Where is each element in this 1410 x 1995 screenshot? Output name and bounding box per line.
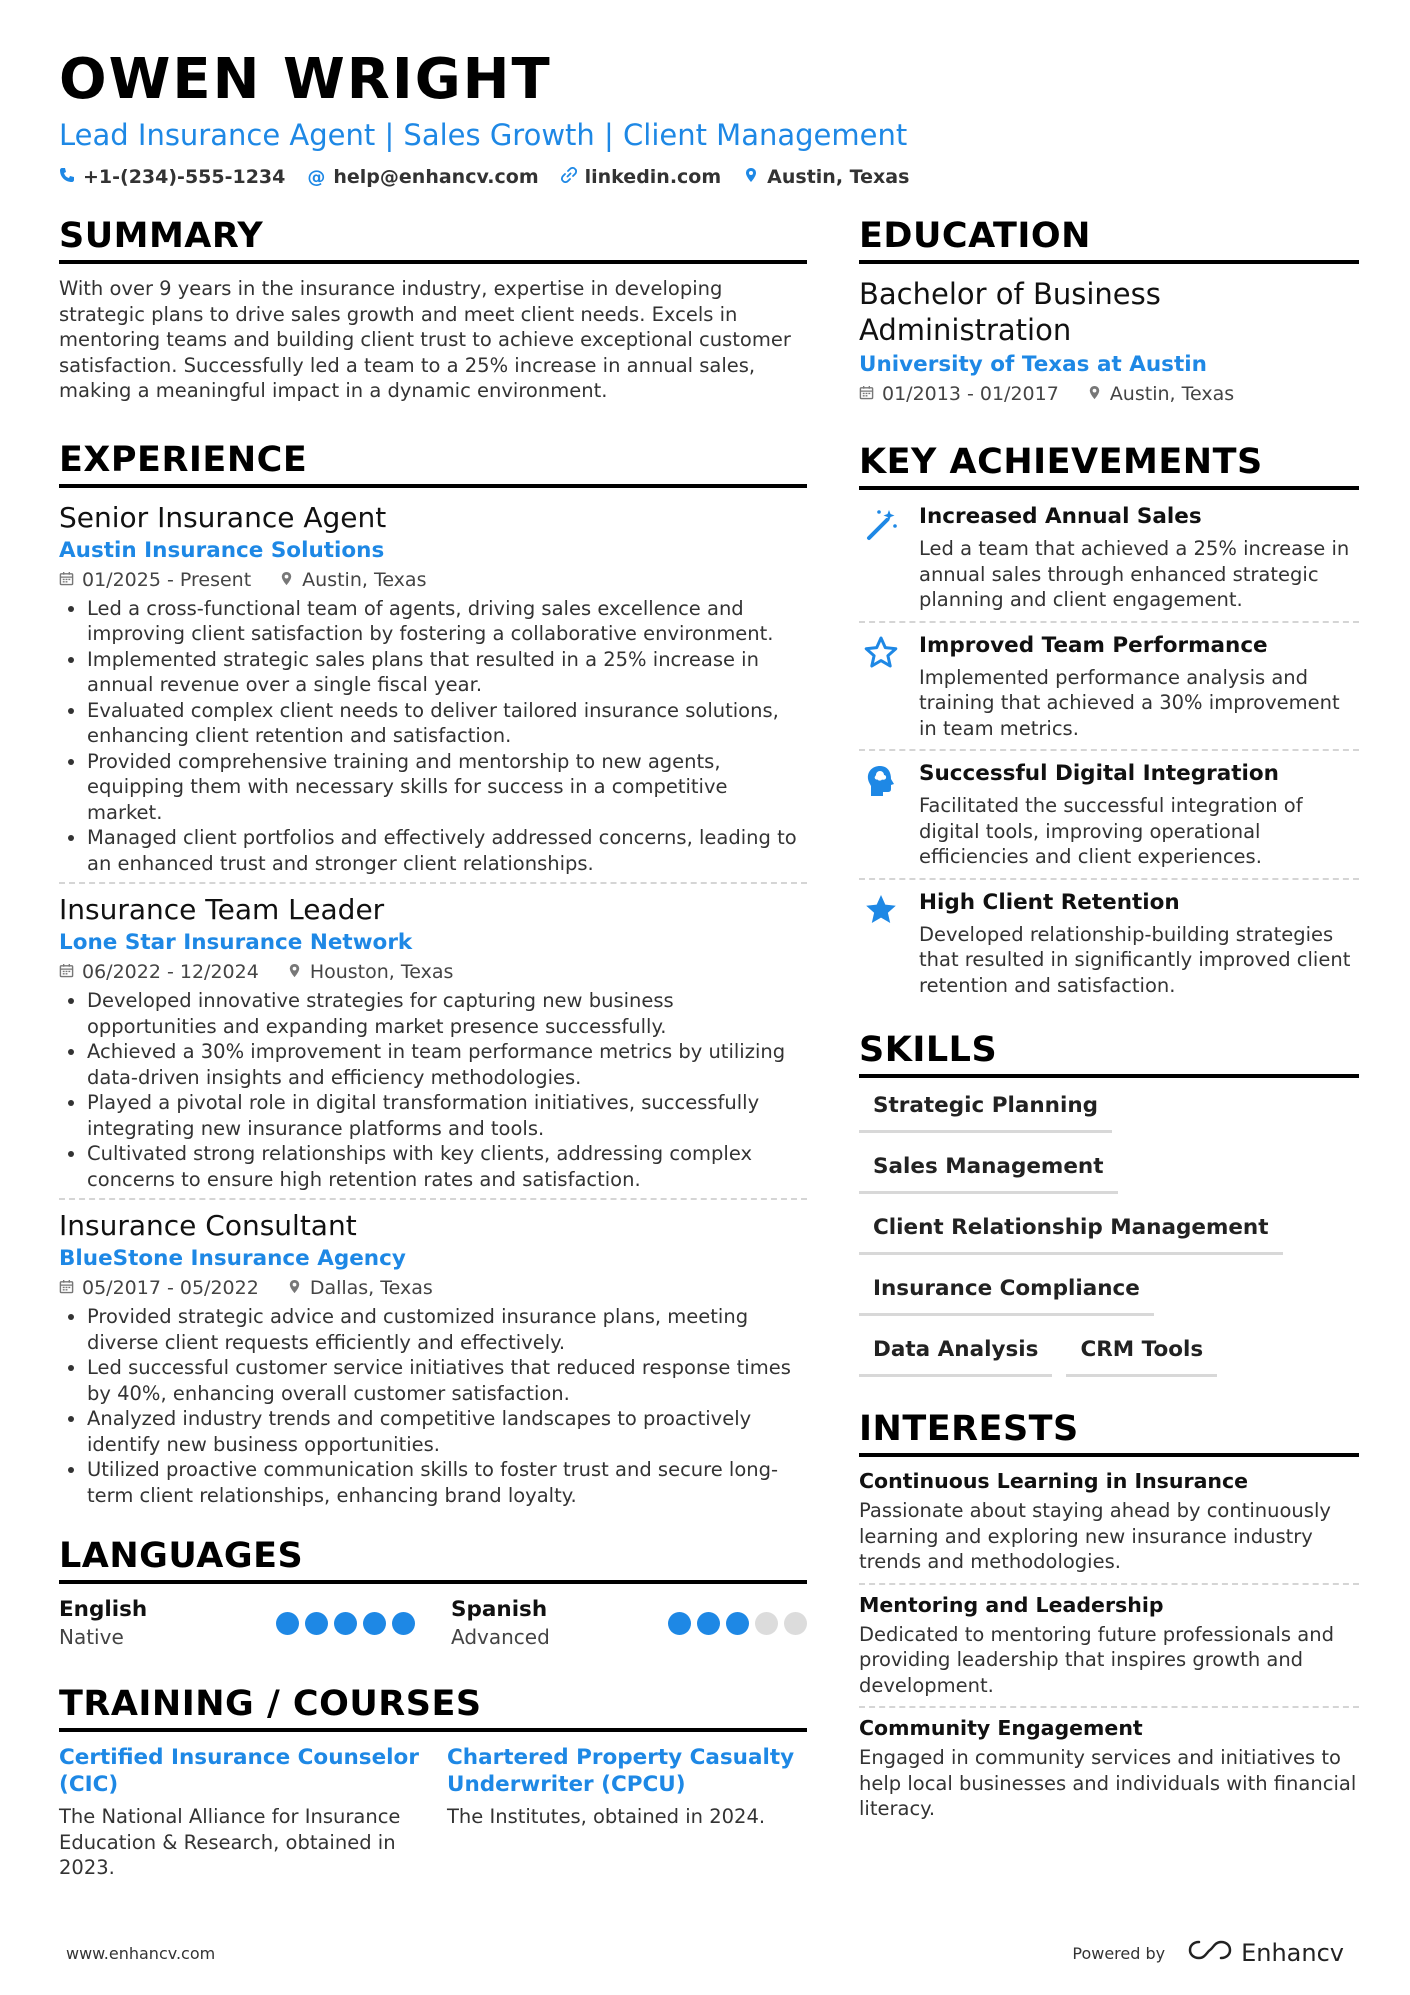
job-title: Senior Insurance Agent bbox=[59, 500, 387, 534]
language-item bbox=[59, 1596, 415, 1650]
education-degree: Bachelor of Business Administration bbox=[859, 277, 1161, 347]
contact-linkedin[interactable] bbox=[561, 166, 722, 188]
job-dates-text: 06/2022 - 12/2024 bbox=[82, 961, 259, 983]
language-rating bbox=[668, 1612, 807, 1635]
job-bullet: • Provided comprehensive training and mentorship to new agents, equipping them with necessary skills for success in a competitive market. bbox=[87, 749, 807, 826]
rating-dot-filled bbox=[726, 1612, 749, 1635]
interest-title: Continuous Learning in Insurance bbox=[859, 1469, 1249, 1493]
location-text: Austin, Texas bbox=[767, 166, 910, 188]
job-location-text: Houston, Texas bbox=[309, 961, 454, 983]
education-section bbox=[859, 214, 1359, 408]
skill-tag: Client Relationship Management bbox=[859, 1208, 1283, 1255]
skills-list bbox=[859, 1086, 1359, 1377]
phone-text: +1-(234)-555-1234 bbox=[83, 166, 286, 188]
course-item bbox=[59, 1744, 419, 1881]
skill-tag: Strategic Planning bbox=[859, 1086, 1112, 1133]
job-bullet: • Led successful customer service initiatives that reduced response times by 40%, enhancing overall customer satisfaction. bbox=[87, 1355, 807, 1406]
interest-desc: Passionate about staying ahead by continuously learning and exploring new insurance industry trends and methodologies. bbox=[859, 1499, 1331, 1573]
experience-heading: EXPERIENCE bbox=[59, 438, 807, 488]
job-bullet: • Evaluated complex client needs to deliver tailored insurance solutions, enhancing client retention and satisfaction. bbox=[87, 698, 807, 749]
skill-tag: Data Analysis bbox=[859, 1330, 1052, 1377]
interest-item bbox=[859, 1585, 1359, 1709]
skill-tag: Sales Management bbox=[859, 1147, 1118, 1194]
skills-section bbox=[859, 1028, 1359, 1377]
achievement-item bbox=[859, 623, 1359, 752]
summary-section bbox=[59, 214, 807, 404]
training-section bbox=[59, 1682, 807, 1881]
location-pin-icon bbox=[287, 958, 302, 986]
education-meta bbox=[859, 380, 1359, 408]
left-column bbox=[59, 214, 807, 1881]
course-item bbox=[447, 1744, 807, 1881]
education-dates-text: 01/2013 - 01/2017 bbox=[882, 383, 1059, 405]
location-pin-icon bbox=[1087, 380, 1102, 408]
interest-title: Mentoring and Leadership bbox=[859, 1592, 1164, 1617]
course-title: Certified Insurance Counselor (CIC) bbox=[59, 1745, 419, 1797]
achievement-title: Improved Team Performance bbox=[919, 632, 1268, 658]
location-pin-icon bbox=[287, 1274, 302, 1302]
achievement-title: Successful Digital Integration bbox=[919, 761, 1279, 786]
job-bullet: • Achieved a 30% improvement in team performance metrics by utilizing data-driven insights and efficiency methodologies. bbox=[87, 1039, 807, 1090]
job-dates-text: 05/2017 - 05/2022 bbox=[82, 1277, 259, 1299]
job-title: Insurance Team Leader bbox=[59, 893, 385, 926]
job-bullet: • Analyzed industry trends and competitive landscapes to proactively identify new business opportunities. bbox=[87, 1406, 807, 1457]
job-dates bbox=[59, 958, 259, 986]
location-pin-icon bbox=[743, 166, 759, 188]
education-location-text: Austin, Texas bbox=[1109, 383, 1235, 405]
language-name: Spanish bbox=[451, 1597, 548, 1622]
rating-dot-empty bbox=[755, 1612, 778, 1635]
education-location bbox=[1087, 380, 1234, 408]
course-title: Chartered Property Casualty Underwriter (CPCU) bbox=[447, 1745, 795, 1797]
job-bullet: • Led a cross-functional team of agents, driving sales excellence and improving client satisfaction by fostering a collaborative environment. bbox=[87, 596, 807, 647]
calendar-icon bbox=[859, 380, 874, 408]
language-level: Native bbox=[59, 1625, 124, 1649]
email-text: help@enhancv.com bbox=[333, 166, 539, 188]
job-company: BlueStone Insurance Agency bbox=[59, 1246, 406, 1271]
achievement-title: High Client Retention bbox=[919, 889, 1180, 915]
rating-dot-filled bbox=[363, 1612, 386, 1635]
rating-dot-filled bbox=[668, 1612, 691, 1635]
training-heading: TRAINING / COURSES bbox=[59, 1682, 807, 1732]
course-desc: The National Alliance for Insurance Education & Research, obtained in 2023. bbox=[59, 1805, 401, 1879]
interest-title: Community Engagement bbox=[859, 1716, 1143, 1740]
magic-wand-icon bbox=[859, 502, 903, 613]
head-brain-icon bbox=[859, 759, 903, 870]
job-entry bbox=[59, 500, 807, 885]
job-dates bbox=[59, 566, 251, 594]
job-location bbox=[279, 566, 426, 594]
achievements-heading: KEY ACHIEVEMENTS bbox=[859, 440, 1359, 490]
achievement-desc: Led a team that achieved a 25% increase in annual sales through enhanced strategic planning and client engagement. bbox=[919, 537, 1350, 611]
language-name: English bbox=[59, 1597, 148, 1622]
calendar-icon bbox=[59, 1274, 74, 1302]
star-outline-icon bbox=[859, 631, 903, 742]
linkedin-text: linkedin.com bbox=[584, 166, 722, 188]
star-filled-icon bbox=[859, 888, 903, 999]
enhancv-logo[interactable] bbox=[1187, 1938, 1344, 1968]
summary-heading: SUMMARY bbox=[59, 214, 807, 264]
job-meta bbox=[59, 566, 807, 594]
job-dates bbox=[59, 1274, 259, 1302]
rating-dot-filled bbox=[334, 1612, 357, 1635]
achievements-section bbox=[859, 440, 1359, 1006]
candidate-tagline: Lead Insurance Agent | Sales Growth | Client Management bbox=[59, 118, 908, 152]
job-meta bbox=[59, 958, 807, 986]
contact-email[interactable] bbox=[307, 166, 538, 188]
rating-dot-empty bbox=[784, 1612, 807, 1635]
education-heading: EDUCATION bbox=[859, 214, 1359, 264]
job-company: Austin Insurance Solutions bbox=[59, 537, 385, 563]
job-location-text: Dallas, Texas bbox=[309, 1277, 433, 1299]
interest-item bbox=[859, 1708, 1359, 1830]
brand-name: Enhancv bbox=[1241, 1939, 1344, 1967]
at-icon: @ bbox=[307, 166, 326, 188]
achievement-desc: Facilitated the successful integration of digital tools, improving operational efficiencies and client experiences. bbox=[919, 794, 1303, 868]
job-location bbox=[287, 1274, 433, 1302]
interests-heading: INTERESTS bbox=[859, 1407, 1359, 1457]
achievement-title: Increased Annual Sales bbox=[919, 504, 1202, 529]
location-pin-icon bbox=[279, 566, 294, 594]
achievement-item bbox=[859, 494, 1359, 623]
achievement-item bbox=[859, 751, 1359, 880]
rating-dot-filled bbox=[305, 1612, 328, 1635]
language-level: Advanced bbox=[451, 1625, 550, 1649]
job-bullet: • Utilized proactive communication skills to foster trust and secure long-term client relationships, enhancing brand loyalty. bbox=[87, 1457, 807, 1508]
job-entry bbox=[59, 892, 807, 1200]
job-bullet: • Managed client portfolios and effectively addressed concerns, leading to an enhanced trust and stronger client relationships. bbox=[87, 825, 807, 876]
contact-location bbox=[743, 166, 909, 188]
interests-section bbox=[859, 1407, 1359, 1830]
achievement-item bbox=[859, 880, 1359, 1007]
calendar-icon bbox=[59, 958, 74, 986]
job-location-text: Austin, Texas bbox=[302, 568, 427, 591]
job-entry bbox=[59, 1208, 807, 1514]
job-title: Insurance Consultant bbox=[59, 1209, 357, 1242]
job-bullet: • Provided strategic advice and customized insurance plans, meeting diverse client requests efficiently and effectively. bbox=[87, 1304, 807, 1355]
link-icon bbox=[561, 166, 577, 188]
achievement-desc: Implemented performance analysis and training that achieved a 30% improvement in team metrics. bbox=[919, 665, 1340, 740]
summary-text: With over 9 years in the insurance industry, expertise in developing strategic plans to drive sales growth and meet client needs. Excels in mentoring teams and building client trust to achieve exceptional customer satisfaction. Successfully led a team to a 25% increase in annual sales, making a meaningful impact in a dynamic environment. bbox=[59, 277, 791, 402]
job-location bbox=[287, 958, 454, 986]
courses-list bbox=[59, 1744, 807, 1881]
job-bullets bbox=[59, 596, 807, 877]
skill-tag: Insurance Compliance bbox=[859, 1269, 1154, 1316]
job-bullet: • Implemented strategic sales plans that resulted in a 25% increase in annual revenue over a single fiscal year. bbox=[87, 647, 807, 698]
job-bullet: • Cultivated strong relationships with key clients, addressing complex concerns to ensure high retention rates and satisfaction. bbox=[87, 1141, 807, 1192]
candidate-name: OWEN WRIGHT bbox=[59, 47, 552, 112]
contact-phone[interactable] bbox=[59, 166, 285, 188]
enhancv-logo-icon bbox=[1187, 1938, 1233, 1968]
education-dates bbox=[859, 380, 1059, 408]
languages-list bbox=[59, 1596, 807, 1650]
job-dates-text: 01/2025 - Present bbox=[82, 568, 252, 591]
footer-website[interactable]: www.enhancv.com bbox=[66, 1943, 216, 1963]
right-column bbox=[859, 214, 1359, 1830]
rating-dot-filled bbox=[697, 1612, 720, 1635]
footer-brand bbox=[1072, 1938, 1344, 1968]
calendar-icon bbox=[59, 566, 74, 594]
languages-heading: LANGUAGES bbox=[59, 1534, 807, 1584]
resume-header bbox=[59, 44, 1359, 188]
interest-desc: Dedicated to mentoring future professionals and providing leadership that inspires growth and development. bbox=[859, 1622, 1334, 1697]
job-bullets bbox=[59, 1304, 807, 1508]
course-desc: The Institutes, obtained in 2024. bbox=[447, 1805, 766, 1828]
job-bullet: • Played a pivotal role in digital transformation initiatives, successfully integrating new insurance platforms and tools. bbox=[87, 1090, 807, 1141]
interest-desc: Engaged in community services and initiatives to help local businesses and individuals with financial literacy. bbox=[859, 1746, 1357, 1820]
achievement-desc: Developed relationship-building strategies that resulted in significantly improved client retention and satisfaction. bbox=[919, 922, 1351, 997]
experience-section bbox=[59, 438, 807, 1515]
interest-item bbox=[859, 1461, 1359, 1585]
phone-icon bbox=[59, 166, 75, 188]
job-bullets bbox=[59, 988, 807, 1192]
skill-tag: CRM Tools bbox=[1066, 1330, 1217, 1377]
powered-by-text: Powered by bbox=[1072, 1943, 1166, 1963]
contact-bar bbox=[59, 166, 1359, 188]
rating-dot-filled bbox=[392, 1612, 415, 1635]
language-item bbox=[451, 1596, 807, 1650]
job-meta bbox=[59, 1274, 807, 1302]
education-school: University of Texas at Austin bbox=[859, 352, 1207, 377]
job-company: Lone Star Insurance Network bbox=[59, 930, 413, 955]
language-rating bbox=[276, 1612, 415, 1635]
skills-heading: SKILLS bbox=[859, 1028, 1359, 1078]
job-bullet: • Developed innovative strategies for capturing new business opportunities and expanding market presence successfully. bbox=[87, 988, 807, 1039]
page-footer bbox=[66, 1938, 1344, 1968]
languages-section bbox=[59, 1534, 807, 1650]
rating-dot-filled bbox=[276, 1612, 299, 1635]
